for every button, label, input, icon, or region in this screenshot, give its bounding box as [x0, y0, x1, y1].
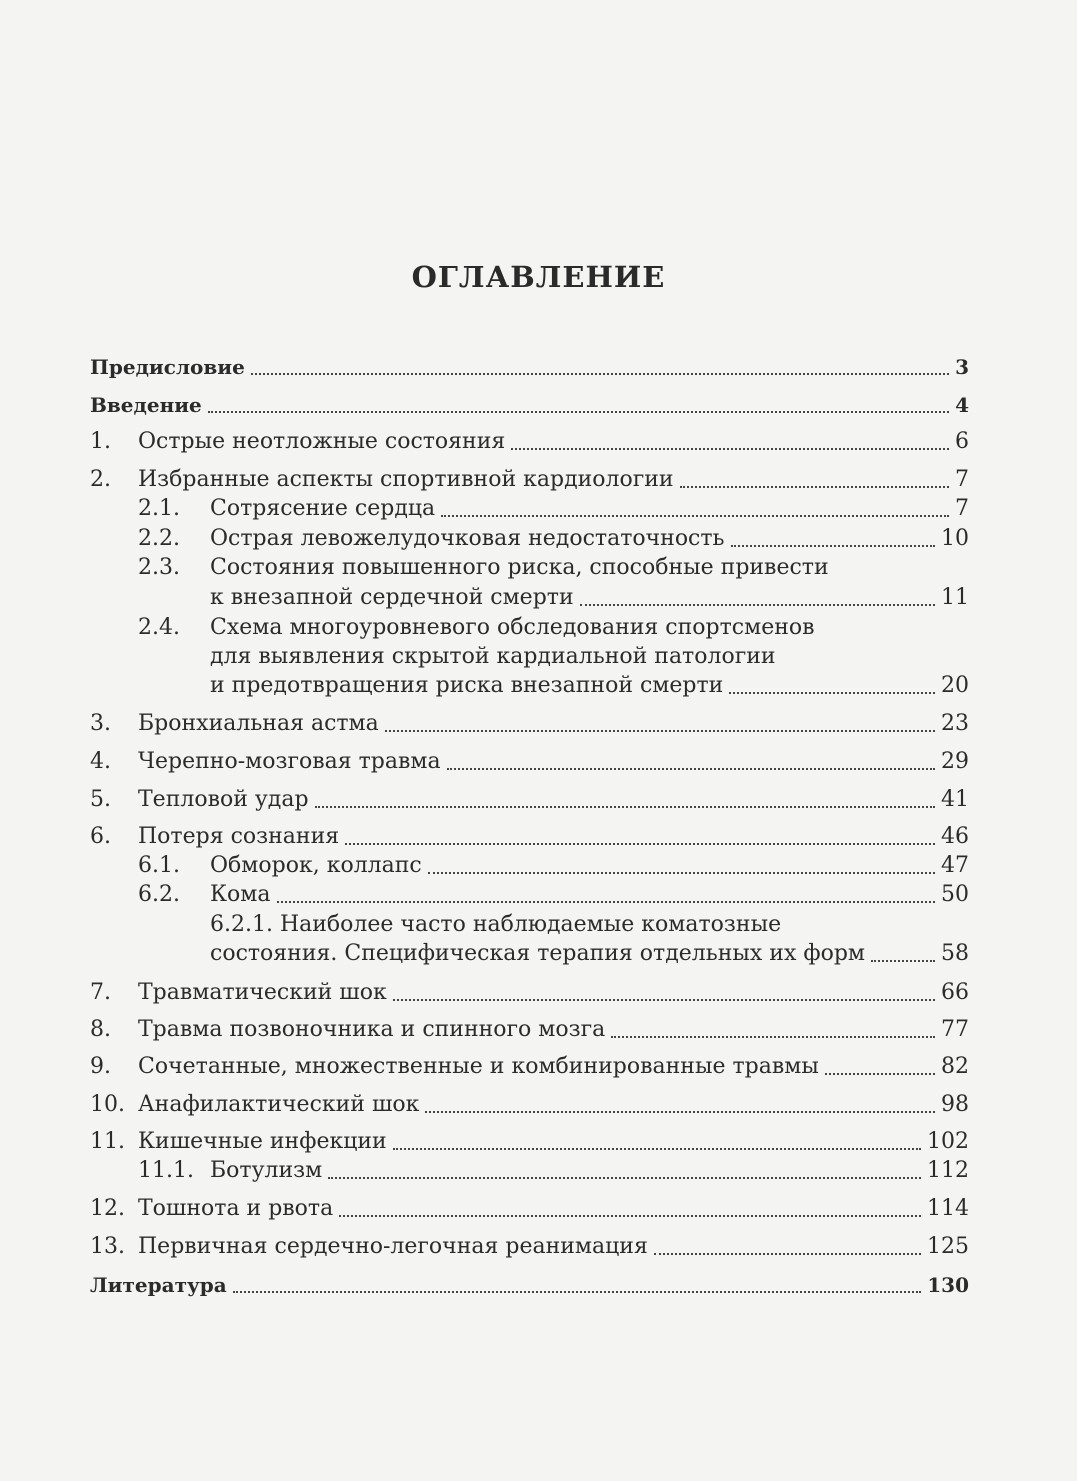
toc-entry-number: 8.: [90, 1017, 111, 1042]
toc-entry[interactable]: [210, 671, 969, 701]
toc-page-number: 7: [955, 496, 969, 521]
toc-entry[interactable]: [138, 1232, 969, 1262]
toc-entry-number: 6.2.: [138, 882, 180, 907]
toc-page-number: 47: [941, 853, 969, 878]
toc-page-number: 4: [955, 393, 969, 417]
dot-leader: [393, 1148, 921, 1150]
dot-leader: [233, 1291, 922, 1293]
toc-entry-title: Травматический шок: [138, 980, 387, 1005]
dot-leader: [447, 768, 935, 770]
toc-entry[interactable]: [138, 709, 969, 739]
toc-entry[interactable]: [210, 524, 969, 554]
toc-page-number: 50: [941, 882, 969, 907]
toc-entry-title: Литература: [90, 1273, 227, 1297]
toc-entry[interactable]: [138, 1052, 969, 1082]
toc-entry-title: Предисловие: [90, 355, 245, 379]
dot-leader: [729, 692, 935, 694]
dot-leader: [680, 486, 949, 488]
toc-entry-title: Обморок, коллапс: [210, 853, 422, 878]
toc-entry-title: и предотвращения риска внезапной смерти: [210, 673, 724, 698]
toc-entry[interactable]: [210, 939, 969, 969]
toc-entry[interactable]: [210, 1156, 969, 1186]
toc-entry[interactable]: [90, 352, 969, 382]
toc-entry[interactable]: [138, 822, 969, 852]
dot-leader: [277, 901, 936, 903]
toc-page-number: 29: [941, 749, 969, 774]
toc-entry-number: 5.: [90, 787, 111, 812]
dot-leader: [654, 1253, 921, 1255]
toc-entry-title: Тепловой удар: [138, 787, 309, 812]
toc-page-number: 130: [927, 1273, 969, 1297]
dot-leader: [871, 960, 935, 962]
dot-leader: [580, 604, 935, 606]
toc-entry-title: Анафилактический шок: [138, 1092, 420, 1117]
toc-entry-title: Сотрясение сердца: [210, 496, 436, 521]
toc-entry-title: Избранные аспекты спортивной кардиологии: [138, 467, 674, 492]
toc-entry[interactable]: [138, 1015, 969, 1045]
toc-entry-title: Тошнота и рвота: [138, 1196, 334, 1221]
toc-entry-title: Кома: [210, 882, 271, 907]
toc-page-number: 58: [941, 941, 969, 966]
dot-leader: [441, 515, 949, 517]
dot-leader: [511, 448, 949, 450]
toc-page-number: 23: [941, 711, 969, 736]
toc-entry-title: Острая левожелудочковая недостаточность: [210, 526, 725, 551]
toc-entry[interactable]: [138, 465, 969, 495]
toc-entry-number: 13.: [90, 1234, 125, 1259]
dot-leader: [825, 1073, 935, 1075]
toc-entry[interactable]: [138, 1127, 969, 1157]
toc-entry-line: Схема многоуровневого обследования спортсменов: [210, 615, 815, 640]
toc-page-number: 46: [941, 824, 969, 849]
dot-leader: [611, 1036, 935, 1038]
toc-entry-number: 11.1.: [138, 1158, 194, 1183]
toc-entry-line: 6.2.1. Наиболее часто наблюдаемые коматозные: [210, 912, 782, 937]
toc-page-number: 11: [941, 585, 969, 610]
toc-entry-title: Ботулизм: [210, 1158, 323, 1183]
dot-leader: [345, 843, 935, 845]
toc-entry-number: 3.: [90, 711, 111, 736]
toc-entry[interactable]: [138, 785, 969, 815]
toc-page-number: 20: [941, 673, 969, 698]
toc-entry-number: 2.: [90, 467, 111, 492]
toc-entry-title: к внезапной сердечной смерти: [210, 585, 574, 610]
toc-entry[interactable]: [138, 1090, 969, 1120]
toc-entry[interactable]: [138, 427, 969, 457]
toc-entry-title: Первичная сердечно-легочная реанимация: [138, 1234, 648, 1259]
toc-page-number: 7: [955, 467, 969, 492]
toc-entry-title: Черепно-мозговая травма: [138, 749, 441, 774]
toc-entry-title: Кишечные инфекции: [138, 1129, 387, 1154]
dot-leader: [731, 545, 935, 547]
toc-entry-title: Потеря сознания: [138, 824, 340, 849]
toc-page-number: 6: [955, 429, 969, 454]
toc-entry[interactable]: [210, 851, 969, 881]
toc-entry-number: 11.: [90, 1129, 125, 1154]
dot-leader: [208, 411, 949, 413]
toc-page-number: 10: [941, 526, 969, 551]
toc-page-number: 77: [941, 1017, 969, 1042]
toc-entry-title: Травма позвоночника и спинного мозга: [138, 1017, 606, 1042]
dot-leader: [251, 373, 949, 375]
toc-page-number: 98: [941, 1092, 969, 1117]
dot-leader: [425, 1111, 935, 1113]
toc-entry[interactable]: [90, 1270, 969, 1300]
dot-leader: [339, 1215, 921, 1217]
toc-entry-title: Бронхиальная астма: [138, 711, 379, 736]
toc-entry-number: 2.3.: [138, 555, 180, 580]
dot-leader: [328, 1177, 921, 1179]
toc-entry-number: 12.: [90, 1196, 125, 1221]
dot-leader: [385, 730, 935, 732]
toc-page-number: 3: [955, 355, 969, 379]
toc-entry-number: 6.: [90, 824, 111, 849]
toc-entry[interactable]: [210, 880, 969, 910]
toc-entry[interactable]: [90, 390, 969, 420]
toc-entry-number: 6.1.: [138, 853, 180, 878]
toc-entry-title: Введение: [90, 393, 202, 417]
toc-page-number: 82: [941, 1054, 969, 1079]
toc-entry-number: 7.: [90, 980, 111, 1005]
toc-entry-number: 2.1.: [138, 496, 180, 521]
toc-entry[interactable]: [138, 747, 969, 777]
toc-entry-line: Состояния повышенного риска, способные привести: [210, 555, 829, 580]
toc-page-number: 102: [927, 1129, 969, 1154]
toc-page-number: 125: [927, 1234, 969, 1259]
toc-entry-number: 9.: [90, 1054, 111, 1079]
toc-page-number: 41: [941, 787, 969, 812]
toc-entry-title: Сочетанные, множественные и комбинированные травмы: [138, 1054, 819, 1079]
toc-entry[interactable]: [138, 1194, 969, 1224]
dot-leader: [428, 872, 935, 874]
toc-page-number: 112: [927, 1158, 969, 1183]
toc-entry-title: Острые неотложные состояния: [138, 429, 506, 454]
toc-entry-number: 1.: [90, 429, 111, 454]
toc-entry[interactable]: [210, 583, 969, 613]
toc-entry[interactable]: [138, 978, 969, 1008]
toc-entry-line: для выявления скрытой кардиальной патологии: [210, 644, 776, 669]
toc-entry[interactable]: [210, 494, 969, 524]
toc-page-number: 66: [941, 980, 969, 1005]
page-title: ОГЛАВЛЕНИЕ: [411, 260, 666, 294]
dot-leader: [315, 806, 935, 808]
toc-entry-number: 2.4.: [138, 615, 180, 640]
toc-entry-number: 4.: [90, 749, 111, 774]
toc-page-number: 114: [927, 1196, 969, 1221]
toc-entry-number: 10.: [90, 1092, 125, 1117]
toc-entry-number: 2.2.: [138, 526, 180, 551]
toc-entry-title: состояния. Специфическая терапия отдельных их форм: [210, 941, 866, 966]
dot-leader: [393, 999, 935, 1001]
